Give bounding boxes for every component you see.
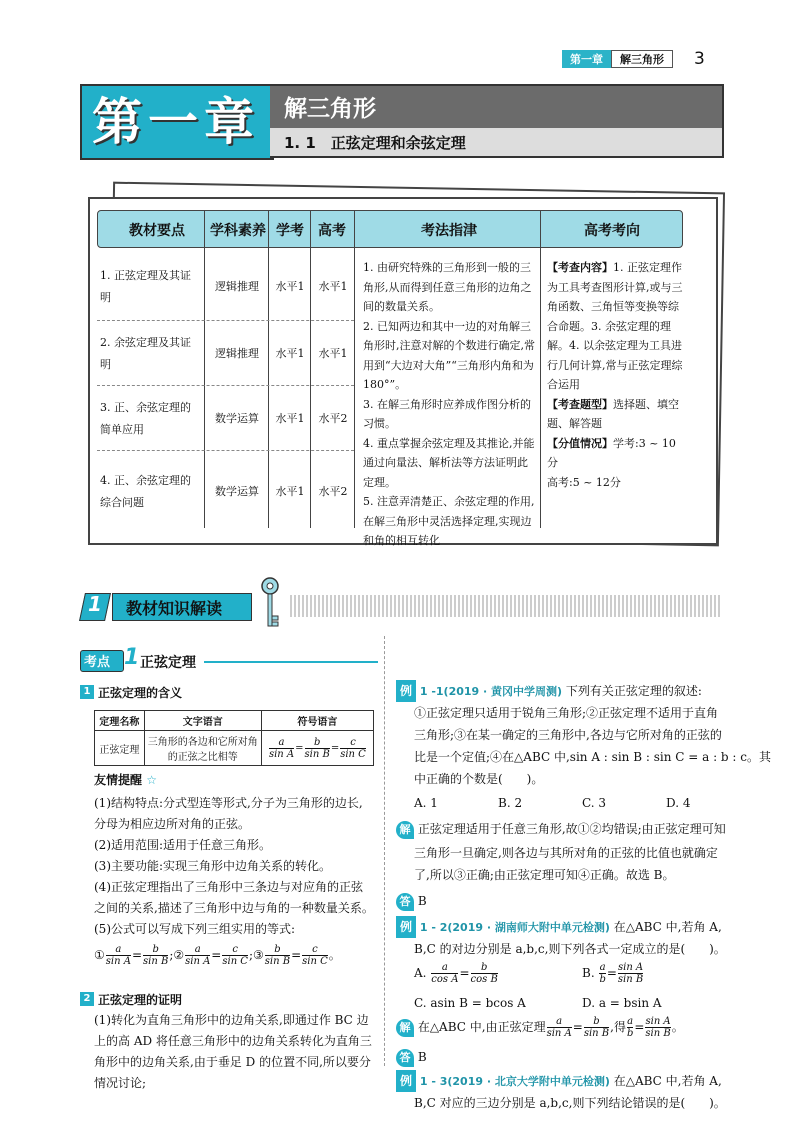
tip-line: 之间的关系,描述了三角形中边与角的一种数量关系。 (94, 901, 374, 915)
theorem-formula: $\frac{a}{\text{sin A}}$ = $\frac{b}{\text{sin B}}$ = $\frac{c}{\text{sin C}}$ (261, 731, 373, 766)
col-header-points: 教材要点 (129, 223, 185, 239)
table-cell-xuekao: 水平1 (275, 412, 305, 425)
example-3-header (396, 1070, 722, 1093)
running-header (562, 50, 673, 68)
chapter-name: 解三角形 (284, 96, 376, 122)
direction-type-label: 【考查题型】 (547, 397, 613, 411)
row-divider (97, 320, 354, 321)
exam-direction (547, 258, 683, 492)
tip-line: 分母为相应边所对角的正弦。 (94, 817, 251, 831)
table-cell-gaokao: 水平2 (318, 485, 348, 498)
direction-score: 学考:3 ~ 10分 (547, 436, 676, 469)
direction-score-label: 【分值情况】 (547, 436, 613, 450)
option-b: B. $\frac{a}{b}$ = $\frac{\text{sin A}}{\text{sin B}}$ (582, 962, 644, 985)
subsection-title: 正弦定理的含义 (98, 686, 183, 700)
answer-value: B (417, 1050, 427, 1064)
exam-guide-text: 1. 由研究特殊的三角形到一般的三角形,从而得到任意三角形的边角之间的数量关系。 2. 已知两边和其中一边的对角解三角形时,注意对解的个数进行确定,常用到“大边对大角”“三角形内角和为180°”。 3. 在解三角形时应养成作图分析的习惯。 4. 重点掌握余弦定理及其推论,并能通过向量法、解析法等方法证明此定理。 5. 注意弄清楚正、余弦定理的作用,在解三角形中灵活选择定理,实现边和角的相互转化 (363, 261, 535, 547)
solution-text: ,得 (610, 1020, 626, 1034)
table-cell-literacy: 数学运算 (215, 412, 259, 425)
tip-heading: 友情提醒 ☆ (94, 773, 157, 787)
proof-line: 角形中的边角关系,由于垂足 D 的位置不同,所以要分 (94, 1055, 371, 1069)
direction-score-gaokao: 高考:5 ~ 12分 (547, 475, 621, 489)
example-source: 1 - 2(2019 · 湖南师大附中单元检测) (419, 921, 610, 934)
option-d: D. 4 (666, 796, 691, 810)
table-cell-gaokao: 水平2 (318, 412, 348, 425)
example-stem: 在△ABC 中,若角 A, (613, 920, 722, 934)
table-cell-point: 3. 正、余弦定理的简单应用 (100, 401, 191, 436)
table-cell-literacy: 逻辑推理 (215, 347, 259, 360)
example-badge: 例 (396, 1070, 416, 1092)
table-cell-gaokao: 水平1 (318, 347, 348, 360)
solution-line: 正弦定理适用于任意三角形,故①②均错误;由正弦定理可知 (417, 822, 726, 836)
example-line: B,C 的对边分别是 a,b,c,则下列各式一定成立的是( )。 (414, 942, 726, 956)
table-cell-literacy: 逻辑推理 (215, 280, 259, 293)
row-divider (97, 450, 354, 451)
solution-badge: 解 (396, 821, 414, 839)
example-badge: 例 (396, 916, 416, 938)
col-header-guide: 考法指津 (421, 223, 477, 239)
table-cell-point: 1. 正弦定理及其证明 (100, 269, 191, 304)
table-cell-gaokao: 水平1 (318, 280, 348, 293)
theorem-name: 正弦定理 (95, 731, 145, 766)
example-line: 三角形;③在某一确定的三角形中,各边与它所对角的正弦的 (414, 728, 722, 742)
proof-line: 情况讨论; (94, 1076, 147, 1090)
col-divider (204, 210, 205, 528)
answer-2 (396, 1046, 427, 1068)
answer-value: B (417, 894, 427, 908)
table-cell-literacy: 数学运算 (215, 485, 259, 498)
option-c: C. 3 (582, 796, 607, 810)
table-cell-xuekao: 水平1 (275, 347, 305, 360)
col-divider (354, 210, 355, 528)
kaodian-number: 1 (124, 645, 140, 670)
col-divider (540, 210, 541, 528)
row-divider (97, 385, 354, 386)
theorem-text: 三角形的各边和它所对角的正弦之比相等 (144, 731, 261, 766)
key-icon (255, 576, 285, 632)
solution-line: 三角形一旦确定,则各边与其所对角的正弦的比值也就确定 (414, 846, 718, 860)
example-2-header (396, 916, 722, 939)
theorem-table (94, 710, 374, 766)
tip-line: (3)主要功能:实现三角形中边角关系的转化。 (94, 859, 332, 873)
subsection-badge: 2 (80, 992, 94, 1006)
option-b: B. 2 (498, 796, 523, 810)
col-header-gaokao: 高考 (318, 223, 346, 239)
proof-line: 上的高 AD 将任意三角形中的边角关系转化为直角三 (94, 1034, 372, 1048)
tip-line: (5)公式可以写成下列三组实用的等式: (94, 922, 296, 936)
example-stem: 下列有关正弦定理的叙述: (565, 684, 702, 698)
solution-text: 在△ABC 中,由正弦定理 (417, 1020, 546, 1034)
answer-badge: 答 (396, 1049, 414, 1067)
answer-1 (396, 890, 427, 912)
table-cell-xuekao: 水平1 (275, 280, 305, 293)
page-number: 3 (694, 49, 705, 69)
table-cell-xuekao: 水平1 (275, 485, 305, 498)
kaodian-label: 考点 (84, 655, 111, 670)
table-cell-point: 2. 余弦定理及其证明 (100, 336, 191, 371)
col-header-literacy: 学科素养 (210, 223, 266, 239)
col-divider (268, 210, 269, 528)
answer-badge: 答 (396, 893, 414, 911)
formula-line: ① $\frac{a}{\text{sin A}}$ = $\frac{b}{\text{sin B}}$ ;② $\frac{a}{\text{sin A}}$ = $\frac{c}{\text{sin C}}$ ;③ $\frac{b}{\text{sin B}}$ = $\frac{c}{\text{sin C}}$ 。 (94, 944, 341, 967)
tip-line: (4)正弦定理指出了三角形中三条边与对应角的正弦 (94, 880, 363, 894)
solution-2: 解 在△ABC 中,由正弦定理 $\frac{a}{\text{sin A}}$ = $\frac{b}{\text{sin B}}$ ,得 $\frac{a}{b}$ = $\frac{\text{sin A}}{\text{sin B}}$ 。 (396, 1016, 684, 1039)
example-line: 中正确的个数是( )。 (414, 772, 544, 786)
subsection-badge: 1 (80, 685, 94, 699)
option-d: D. a = bsin A (582, 996, 662, 1010)
col-header-direction: 高考考向 (584, 223, 640, 239)
section-title: 教材知识解读 (126, 599, 223, 618)
table-cell-point: 4. 正、余弦定理的综合问题 (100, 474, 191, 509)
example-line: ①正弦定理只适用于锐角三角形;②正弦定理不适用于直角 (414, 706, 719, 720)
example-line: 比是一个定值;④在△ABC 中,sin A : sin B : sin C = a : b : c。其 (414, 750, 772, 764)
example-source: 1 - 3(2019 · 北京大学附中单元检测) (419, 1075, 610, 1088)
kaodian-title: 正弦定理 (140, 655, 196, 671)
column-divider (384, 636, 385, 1066)
section-banner-stripe (290, 595, 720, 617)
kaodian-rule (204, 661, 378, 663)
option-c: C. asin B = bcos A (414, 996, 526, 1010)
option-a: A. 1 (414, 796, 438, 810)
proof-line: (1)转化为直角三角形中的边角关系,即通过作 BC 边 (94, 1013, 369, 1027)
theorem-table-header: 符号语言 (261, 711, 373, 731)
example-source: 1 -1(2019 · 黄冈中学周测) (419, 685, 563, 698)
header-topic-tag: 解三角形 (611, 50, 673, 68)
chapter-title: 第一章 (92, 93, 260, 151)
direction-content: 1. 正弦定理作为工具考查图形计算,或与三角函数、三角恒等变换等综合命题。3. 余弦定理的理解。4. 以余弦定理为工具进行几何计算,常与正弦定理综合运用 (547, 261, 683, 391)
section-number: 1 (88, 592, 102, 616)
example-badge: 例 (396, 680, 416, 702)
direction-type: 选择题、填空题、解答题 (547, 397, 679, 430)
solution-1 (396, 818, 726, 840)
subsection-title: 正弦定理的证明 (98, 993, 183, 1007)
solution-line: 了,所以③正确;由正弦定理可知④正确。故选 B。 (414, 868, 675, 882)
col-divider (310, 210, 311, 528)
theorem-table-header: 文字语言 (144, 711, 261, 731)
example-stem: 在△ABC 中,若角 A, (613, 1074, 722, 1088)
header-chapter-tag: 第一章 (562, 50, 611, 68)
theorem-table-header: 定理名称 (95, 711, 145, 731)
col-header-xuekao: 学考 (276, 223, 304, 239)
star-icon: ☆ (146, 773, 157, 787)
example-1-header (396, 680, 702, 703)
solution-badge: 解 (396, 1019, 414, 1037)
direction-content-label: 【考查内容】 (547, 261, 613, 274)
option-a: A. $\frac{a}{\text{cos A}}$ = $\frac{b}{\text{cos B}}$ (414, 962, 498, 985)
tip-line: (1)结构特点:分式型连等形式,分子为三角形的边长, (94, 796, 363, 810)
section-title: 1. 1 正弦定理和余弦定理 (284, 134, 466, 152)
tip-line: (2)适用范围:适用于任意三角形。 (94, 838, 272, 852)
example-line: B,C 对应的三边分别是 a,b,c,则下列结论错误的是( )。 (414, 1096, 726, 1110)
